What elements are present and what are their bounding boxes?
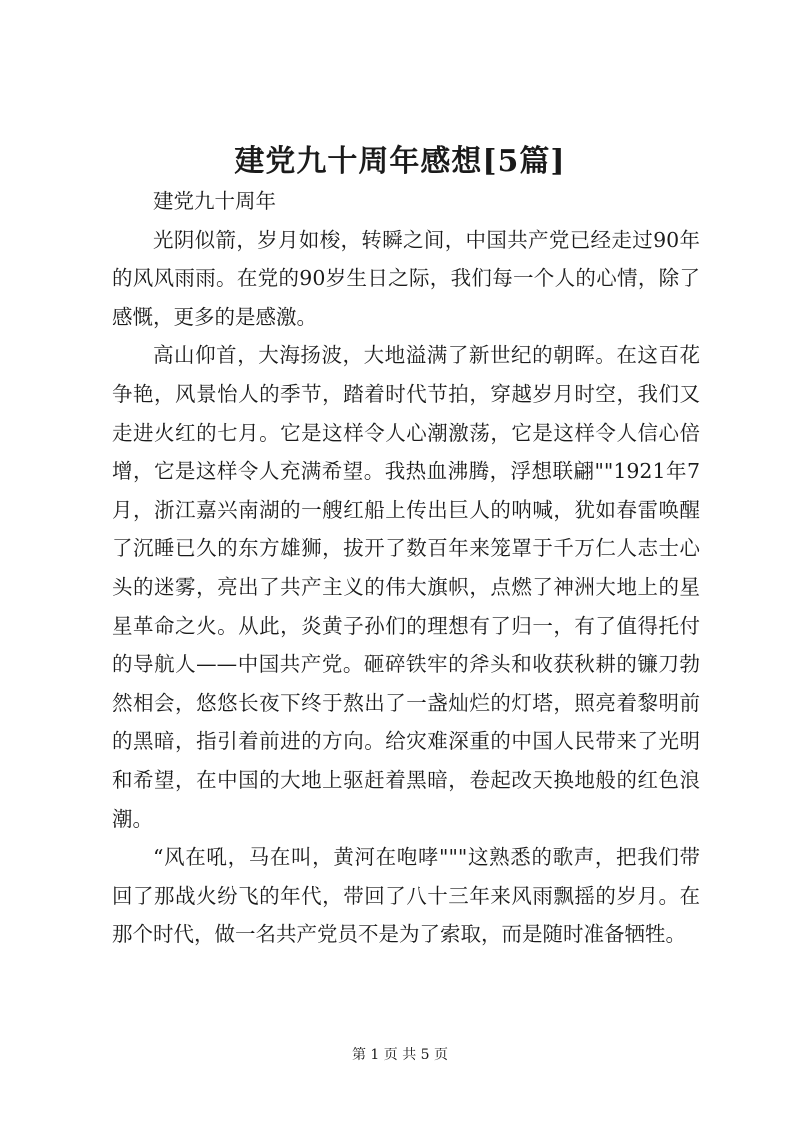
paragraph-intro: 光阴似箭，岁月如梭，转瞬之间，中国共产党已经走过90年的风风雨雨。在党的90岁生日之际，我们每一个人的心情，除了感慨，更多的是感激。 bbox=[112, 227, 700, 329]
paragraph-history: 高山仰首，大海扬波，大地溢满了新世纪的朝晖。在这百花争艳，风景怡人的季节，踏着时代节拍，穿越岁月时空，我们又走进火红的七月。它是这样令人心潮激荡，它是这样令人信心倍增，它是这样令人充满希望。我热血沸腾，浮想联翩""1921年7月，浙江嘉兴南湖的一艘红船上传出巨人的呐喊，犹如春雷唤醒了沉睡已久的东方雄狮，拔开了数百年来笼罩于千万仁人志士心头的迷雾，亮出了共产主义的伟大旗帜，点燃了神洲大地上的星星革命之火。从此，炎黄子孙们的理想有了归一，有了值得托付的导航人——中国共产党。砸碎铁牢的斧头和收获秋耕的镰刀勃然相会，悠悠长夜下终于熬出了一盏灿烂的灯塔，照亮着黎明前的黑暗，指引着前进的方向。给灾难深重的中国人民带来了光明和希望，在中国的大地上驱赶着黑暗，卷起改天换地般的红色浪潮。 bbox=[112, 343, 700, 831]
paragraph-song: “风在吼，马在叫，黄河在咆哮"""这熟悉的歌声，把我们带回了那战火纷飞的年代，带回了八十三年来风雨飘摇的岁月。在那个时代，做一名共产党员不是为了索取，而是随时准备牺牲。 bbox=[112, 845, 700, 947]
document-body bbox=[112, 182, 700, 954]
page-footer: 第 1 页 共 5 页 bbox=[351, 1047, 449, 1063]
paragraph-subtitle: 建党九十周年 bbox=[153, 189, 276, 213]
document-title: 建党九十周年感想[5篇] bbox=[234, 144, 566, 179]
